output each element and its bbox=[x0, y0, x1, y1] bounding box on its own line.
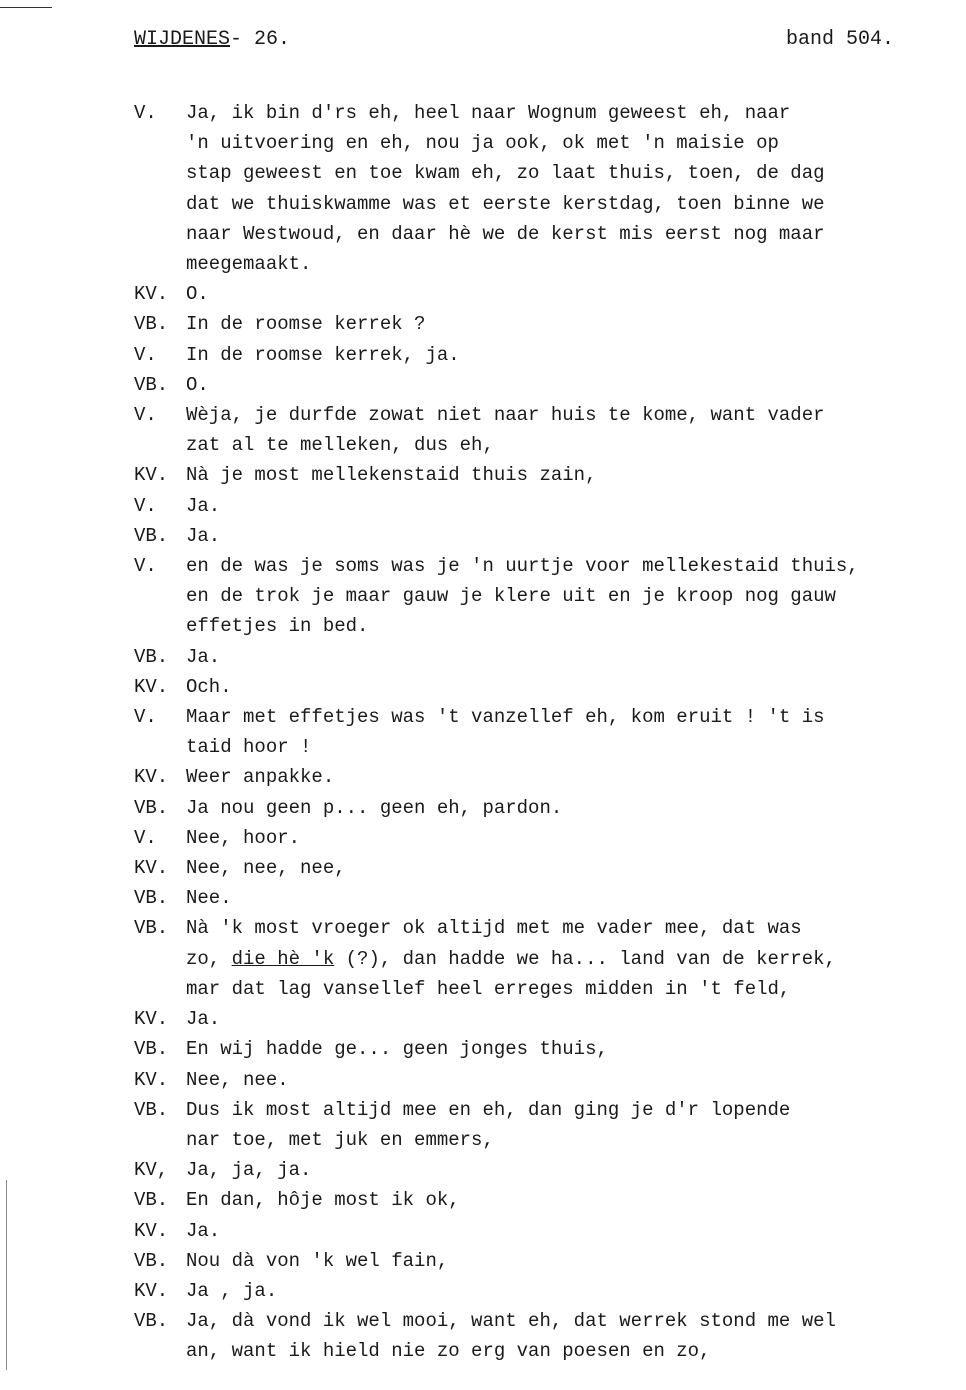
speaker-label: V. bbox=[134, 706, 157, 729]
speaker-label: KV, bbox=[134, 1159, 169, 1182]
speaker-label: VB. bbox=[134, 917, 169, 940]
speaker-label: VB. bbox=[134, 1098, 169, 1121]
speaker-label: V. bbox=[134, 343, 157, 366]
utterance-text: Ja, ik bin d'rs eh, heel naar Wognum geweest eh, naar 'n uitvoering en eh, nou ja ook, ok met 'n maisie op stap geweest en toe kwam eh, zo laat thuis, toen, de dag dat we thuiskwamme was et eerste kerstdag, toen binne we naar Westwoud, en daar hè we de kerst mis eerst nog maar meegemaakt. bbox=[186, 102, 825, 276]
speaker-label: V. bbox=[134, 102, 157, 124]
utterance-text: Ja, dà vond ik wel mooi, want eh, dat werrek stond me wel an, want ik hield nie zo erg van poesen en zo, bbox=[186, 1310, 836, 1363]
page-header bbox=[134, 28, 894, 54]
transcript-entry bbox=[134, 309, 934, 339]
utterance-text: Weer anpakke. bbox=[186, 766, 335, 789]
utterance-text: Ja. bbox=[186, 524, 221, 547]
utterance-text bbox=[186, 913, 934, 1004]
utterance-text: Ja. bbox=[186, 1008, 221, 1031]
transcript-entry bbox=[134, 823, 934, 853]
margin-rule-line bbox=[6, 1180, 7, 1370]
utterance-text-part: Nà 'k most vroeger ok altijd met me vader mee, dat was zo, bbox=[186, 917, 802, 970]
speaker-label: VB. bbox=[134, 645, 169, 668]
transcript-entry bbox=[134, 853, 934, 883]
utterance-text: Ja. bbox=[186, 1219, 221, 1242]
speaker-label: KV. bbox=[134, 1008, 169, 1031]
utterance-text: En dan, hôje most ik ok, bbox=[186, 1189, 460, 1212]
utterance-text: Ja nou geen p... geen eh, pardon. bbox=[186, 796, 563, 819]
utterance-text: Ja. bbox=[186, 645, 221, 668]
transcript-entry bbox=[134, 279, 934, 309]
transcript-entry bbox=[134, 400, 934, 460]
header-band: band 504. bbox=[785, 28, 894, 51]
speaker-label: KV. bbox=[134, 857, 169, 880]
speaker-label: VB. bbox=[134, 1310, 169, 1333]
transcript-body bbox=[134, 98, 934, 1367]
speaker-label: KV. bbox=[134, 1219, 169, 1242]
utterance-text: Nou dà von 'k wel fain, bbox=[186, 1249, 449, 1272]
speaker-label: VB. bbox=[134, 524, 169, 547]
utterance-text: en de was je soms was je 'n uurtje voor mellekestaid thuis, en de trok je maar gauw je klere uit en je kroop nog gauw effetjes in bed. bbox=[186, 555, 859, 638]
transcript-entry bbox=[134, 1185, 934, 1215]
speaker-label: VB. bbox=[134, 313, 169, 336]
utterance-text: Ja, ja, ja. bbox=[186, 1159, 312, 1182]
transcript-entry bbox=[134, 1216, 934, 1246]
speaker-label: VB. bbox=[134, 373, 169, 396]
transcript-entry bbox=[134, 551, 934, 642]
transcript-entry bbox=[134, 1065, 934, 1095]
transcript-entry bbox=[134, 1246, 934, 1276]
transcript-entry bbox=[134, 883, 934, 913]
transcript-entry bbox=[134, 460, 934, 490]
speaker-label: KV. bbox=[134, 464, 169, 487]
utterance-text: In de roomse kerrek, ja. bbox=[186, 343, 460, 366]
utterance-text: Nee, nee. bbox=[186, 1068, 289, 1091]
speaker-label: V. bbox=[134, 555, 157, 578]
speaker-label: KV. bbox=[134, 283, 169, 306]
utterance-text: Ja. bbox=[186, 494, 221, 517]
transcript-entry bbox=[134, 793, 934, 823]
speaker-label: VB. bbox=[134, 1038, 169, 1061]
speaker-label: VB. bbox=[134, 887, 169, 910]
utterance-text: Maar met effetjes was 't vanzellef eh, kom eruit ! 't is taid hoor ! bbox=[186, 706, 825, 759]
header-name: WIJDENES bbox=[134, 28, 231, 51]
speaker-label: KV. bbox=[134, 1279, 169, 1302]
utterance-text: Nee, hoor. bbox=[186, 826, 301, 849]
utterance-text: Nà je most mellekenstaid thuis zain, bbox=[186, 464, 597, 487]
transcript-entry bbox=[134, 370, 934, 400]
utterance-text: Ja , ja. bbox=[186, 1279, 278, 1302]
transcript-entry bbox=[134, 762, 934, 792]
transcript-entry bbox=[134, 642, 934, 672]
utterance-text-part: (?), dan hadde we ha... land van de kerrek, mar dat lag vansellef heel erreges midden in 't feld, bbox=[186, 947, 836, 1000]
utterance-text: Och. bbox=[186, 675, 232, 698]
transcript-entry bbox=[134, 702, 934, 762]
transcript-entry bbox=[134, 521, 934, 551]
transcript-entry bbox=[134, 1155, 934, 1185]
transcript-entry bbox=[134, 1004, 934, 1034]
utterance-text: Dus ik most altijd mee en eh, dan ging je d'r lopende nar toe, met juk en emmers, bbox=[186, 1098, 791, 1151]
top-rule-line bbox=[0, 7, 52, 8]
speaker-label: V. bbox=[134, 826, 157, 849]
transcript-entry bbox=[134, 672, 934, 702]
utterance-text: Nee, nee, nee, bbox=[186, 857, 346, 880]
utterance-text: O. bbox=[186, 283, 209, 306]
transcript-entry bbox=[134, 1276, 934, 1306]
utterance-text: Wèja, je durfde zowat niet naar huis te kome, want vader zat al te melleken, dus eh, bbox=[186, 404, 825, 457]
speaker-label: VB. bbox=[134, 1249, 169, 1272]
transcript-entry bbox=[134, 491, 934, 521]
utterance-text: In de roomse kerrek ? bbox=[186, 313, 426, 336]
speaker-label: KV. bbox=[134, 675, 169, 698]
underlined-text: die hè 'k bbox=[231, 947, 335, 970]
speaker-label: VB. bbox=[134, 796, 169, 819]
speaker-label: V. bbox=[134, 404, 157, 427]
utterance-text: En wij hadde ge... geen jonges thuis, bbox=[186, 1038, 608, 1061]
header-page-number: - 26. bbox=[230, 28, 291, 51]
transcript-entry bbox=[134, 1306, 934, 1366]
transcript-entry bbox=[134, 340, 934, 370]
transcript-entry bbox=[134, 1095, 934, 1155]
speaker-label: KV. bbox=[134, 1068, 169, 1091]
speaker-label: KV. bbox=[134, 766, 169, 789]
header-title bbox=[134, 28, 290, 51]
transcript-entry bbox=[134, 913, 934, 1004]
speaker-label: VB. bbox=[134, 1189, 169, 1212]
transcript-entry bbox=[134, 1034, 934, 1064]
utterance-text: O. bbox=[186, 373, 209, 396]
speaker-label: V. bbox=[134, 494, 157, 517]
transcript-entry bbox=[134, 98, 934, 279]
utterance-text: Nee. bbox=[186, 887, 232, 910]
